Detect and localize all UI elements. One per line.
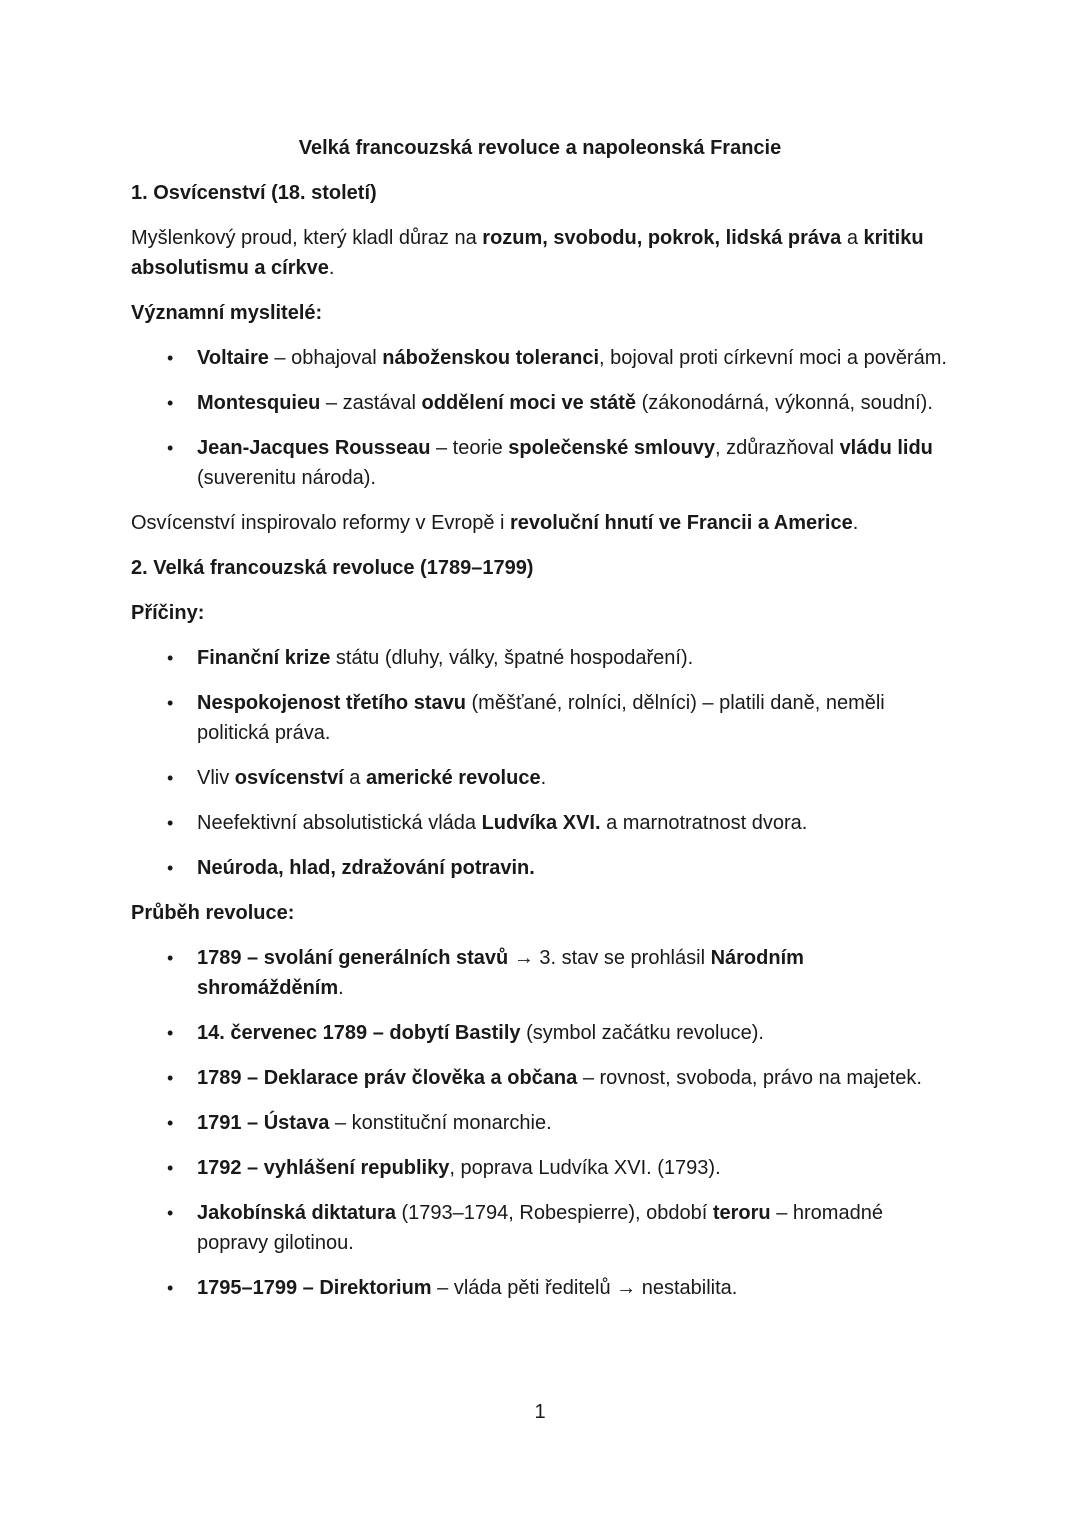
list-item xyxy=(197,688,949,748)
text-run: – rovnost, svoboda, právo na majetek. xyxy=(577,1067,922,1089)
text-run: a marnotratnost dvora. xyxy=(600,812,808,834)
text-run: – hromadné popravy gilotinou. xyxy=(197,1202,883,1254)
text-run: (symbol začátku revoluce). xyxy=(520,1022,764,1044)
bold-text-run: Průběh revoluce: xyxy=(131,902,295,924)
paragraph xyxy=(131,898,949,928)
list-item xyxy=(197,643,949,673)
text-run: – obhajoval xyxy=(268,347,383,369)
bold-text-run: Jakobínská diktatura xyxy=(197,1202,396,1224)
text-run: Myšlenkový proud, který kladl důraz na xyxy=(131,227,483,249)
paragraph xyxy=(131,553,949,583)
text-run: . xyxy=(852,512,859,534)
bold-text-run: rozum, svobodu, pokrok, lidská práva xyxy=(482,227,842,249)
bold-text-run: osvícenství xyxy=(234,767,344,789)
text-run: . xyxy=(540,767,547,789)
bold-text-run: Příčiny: xyxy=(131,602,205,624)
bold-text-run: teroru xyxy=(712,1202,771,1224)
page-number: 1 xyxy=(534,1401,546,1423)
bold-text-run: 14. červenec 1789 – dobytí Bastily xyxy=(197,1022,521,1044)
bold-text-run: společenské smlouvy xyxy=(508,437,716,459)
list-item xyxy=(197,433,949,493)
bold-text-run: kritiku absolutismu a církve xyxy=(131,227,924,279)
text-run: a xyxy=(841,227,864,249)
text-run: (měšťané, rolníci, dělníci) – platili daně, neměli politická práva. xyxy=(197,692,885,744)
bold-text-run: 1. Osvícenství (18. století) xyxy=(131,182,377,204)
text-run: , poprava Ludvíka XVI. (1793). xyxy=(449,1157,721,1179)
paragraph xyxy=(131,598,949,628)
text-run: a xyxy=(343,767,366,789)
bold-text-run: Jean-Jacques Rousseau xyxy=(197,437,431,459)
bold-text-run: Nespokojenost třetího stavu xyxy=(197,692,466,714)
text-run: státu (dluhy, války, špatné hospodaření). xyxy=(330,647,694,669)
text-run: (zákonodárná, výkonná, soudní). xyxy=(636,392,933,414)
page-footer xyxy=(0,1397,1080,1427)
list-item xyxy=(197,1018,949,1048)
bullet-list xyxy=(131,343,949,493)
paragraph xyxy=(131,223,949,283)
paragraph xyxy=(131,298,949,328)
text-run: – zastával xyxy=(320,392,422,414)
bold-text-run: 1789 – Deklarace práv člověka a občana xyxy=(197,1067,578,1089)
paragraph xyxy=(131,178,949,208)
bold-text-run: americké revoluce xyxy=(366,767,541,789)
text-run: , bojoval proti církevní moci a pověrám. xyxy=(599,347,947,369)
bold-text-run: 2. Velká francouzská revoluce (1789–1799) xyxy=(131,557,534,579)
text-run: Vliv xyxy=(197,767,235,789)
bold-text-run: Voltaire xyxy=(197,347,269,369)
text-run: (1793–1794, Robespierre), období xyxy=(395,1202,713,1224)
text-run: → 3. stav se prohlásil xyxy=(508,947,711,969)
bold-text-run: oddělení moci ve státě xyxy=(421,392,637,414)
bold-text-run: Ludvíka XVI. xyxy=(481,812,601,834)
bold-text-run: 1791 – Ústava xyxy=(197,1112,330,1134)
bold-text-run: 1789 – svolání generálních stavů xyxy=(197,947,509,969)
bold-text-run: vládu lidu xyxy=(839,437,933,459)
list-item xyxy=(197,853,949,883)
list-item xyxy=(197,1198,949,1258)
document-content xyxy=(131,133,949,1303)
text-run: (suverenitu národa). xyxy=(197,467,376,489)
list-item xyxy=(197,388,949,418)
text-run: – vláda pěti ředitelů → nestabilita. xyxy=(431,1277,738,1299)
list-item xyxy=(197,1153,949,1183)
document-title xyxy=(131,133,949,163)
list-item xyxy=(197,943,949,1003)
list-item xyxy=(197,808,949,838)
text-run: Neefektivní absolutistická vláda xyxy=(197,812,482,834)
list-item xyxy=(197,763,949,793)
bold-text-run: Montesquieu xyxy=(197,392,321,414)
text-run: – konstituční monarchie. xyxy=(329,1112,552,1134)
text-run: , zdůrazňoval xyxy=(715,437,840,459)
text-run: Osvícenství inspirovalo reformy v Evropě i xyxy=(131,512,511,534)
bold-text-run: 1792 – vyhlášení republiky xyxy=(197,1157,450,1179)
bold-text-run: Finanční krize xyxy=(197,647,331,669)
text-run: . xyxy=(328,257,335,279)
list-item xyxy=(197,1063,949,1093)
bold-text-run: náboženskou toleranci xyxy=(382,347,600,369)
bold-text-run: 1795–1799 – Direktorium xyxy=(197,1277,432,1299)
bold-text-run: Velká francouzská revoluce a napoleonská Francie xyxy=(298,137,782,159)
list-item xyxy=(197,1273,949,1303)
bold-text-run: Neúroda, hlad, zdražování potravin. xyxy=(197,857,535,879)
bullet-list xyxy=(131,643,949,883)
bullet-list xyxy=(131,943,949,1303)
bold-text-run: Významní myslitelé: xyxy=(131,302,323,324)
list-item xyxy=(197,1108,949,1138)
paragraph xyxy=(131,508,949,538)
bold-text-run: Národním shromážděním xyxy=(197,947,804,999)
bold-text-run: revoluční hnutí ve Francii a Americe xyxy=(510,512,853,534)
text-run: . xyxy=(338,977,344,999)
text-run: – teorie xyxy=(430,437,509,459)
list-item xyxy=(197,343,949,373)
